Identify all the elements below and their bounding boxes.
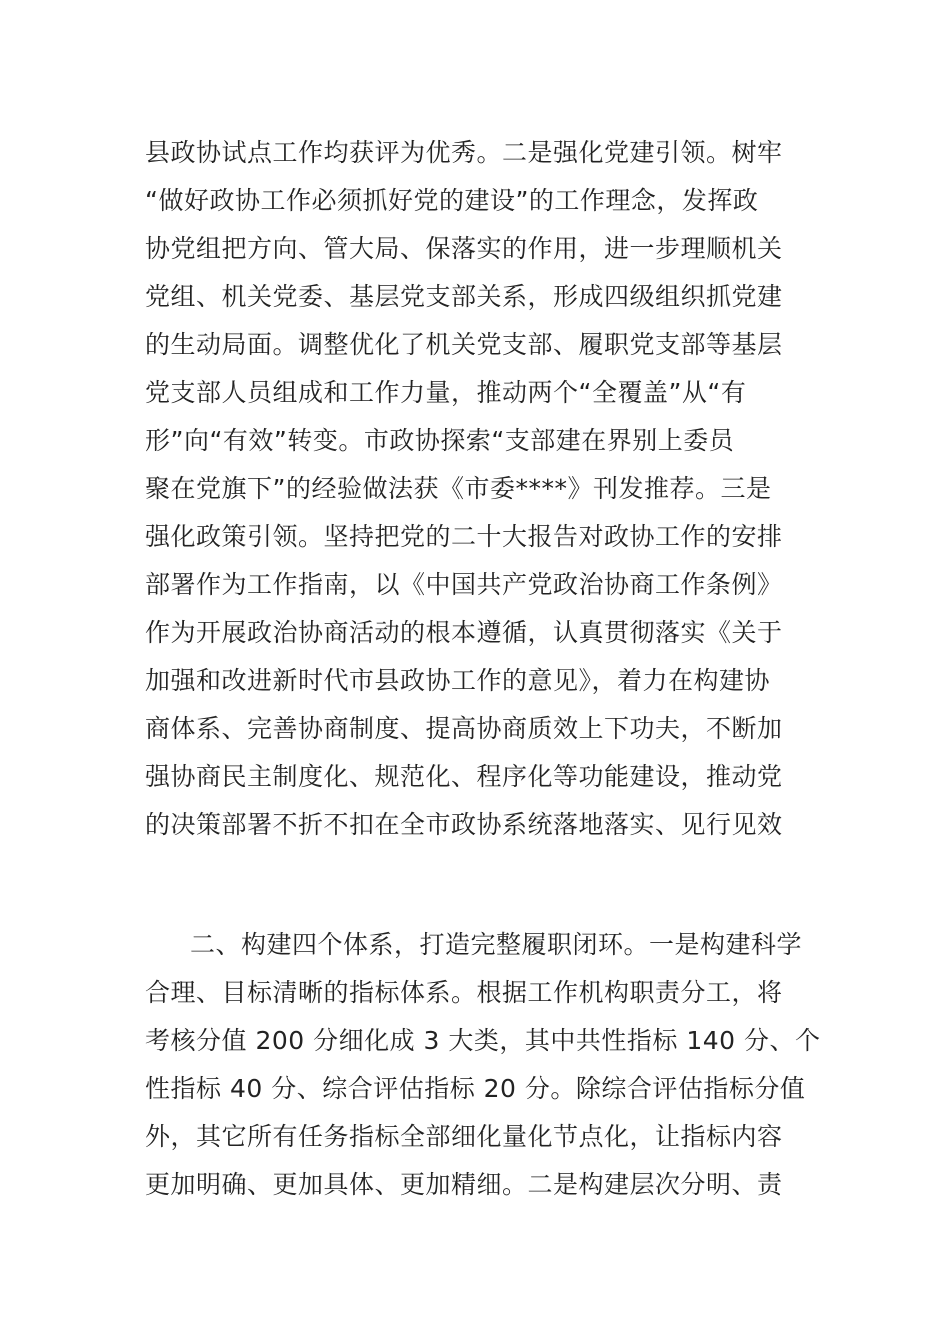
text-line: 作为开展政治协商活动的根本遵循，认真贯彻落实《关于: [145, 618, 783, 647]
text-line: 商体系、完善协商制度、提高协商质效上下功夫，不断加: [145, 714, 783, 743]
text-line: 强协商民主制度化、规范化、程序化等功能建设，推动党: [145, 762, 783, 791]
text-line: 的决策部署不折不扣在全市政协系统落地落实、见行见效: [145, 810, 783, 839]
text-line: 形”向“有效”转变。市政协探索“支部建在界别上委员: [145, 426, 735, 455]
text-line: 党支部人员组成和工作力量，推动两个“全覆盖”从“有: [145, 378, 747, 407]
text-line: 部署作为工作指南，以《中国共产党政治协商工作条例》: [145, 570, 783, 599]
text-line: 加强和改进新时代市县政协工作的意见》，着力在构建协: [145, 666, 771, 695]
text-line: 协党组把方向、管大局、保落实的作用，进一步理顺机关: [145, 234, 783, 263]
text-line: 强化政策引领。坚持把党的二十大报告对政协工作的安排: [145, 522, 783, 551]
text-line: 外，其它所有任务指标全部细化量化节点化，让指标内容: [145, 1122, 783, 1151]
text-line: 党组、机关党委、基层党支部关系，形成四级组织抓党建: [145, 282, 783, 311]
text-line: 合理、目标清晰的指标体系。根据工作机构职责分工，将: [145, 978, 783, 1007]
text-line: 更加明确、更加具体、更加精细。二是构建层次分明、责: [145, 1170, 783, 1199]
text-line: 考核分值 200 分细化成 3 大类，其中共性指标 140 分、个: [145, 1026, 821, 1055]
text-line: 的生动局面。调整优化了机关党支部、履职党支部等基层: [145, 330, 783, 359]
text-line: 二、构建四个体系，打造完整履职闭环。一是构建科学: [190, 930, 803, 959]
text-line: “做好政协工作必须抓好党的建设”的工作理念，发挥政: [145, 186, 759, 215]
text-line: 县政协试点工作均获评为优秀。二是强化党建引领。树牢: [145, 138, 783, 167]
text-line: 聚在党旗下”的经验做法获《市委****》刊发推荐。三是: [145, 474, 772, 503]
text-line: 性指标 40 分、综合评估指标 20 分。除综合评估指标分值: [145, 1074, 806, 1103]
